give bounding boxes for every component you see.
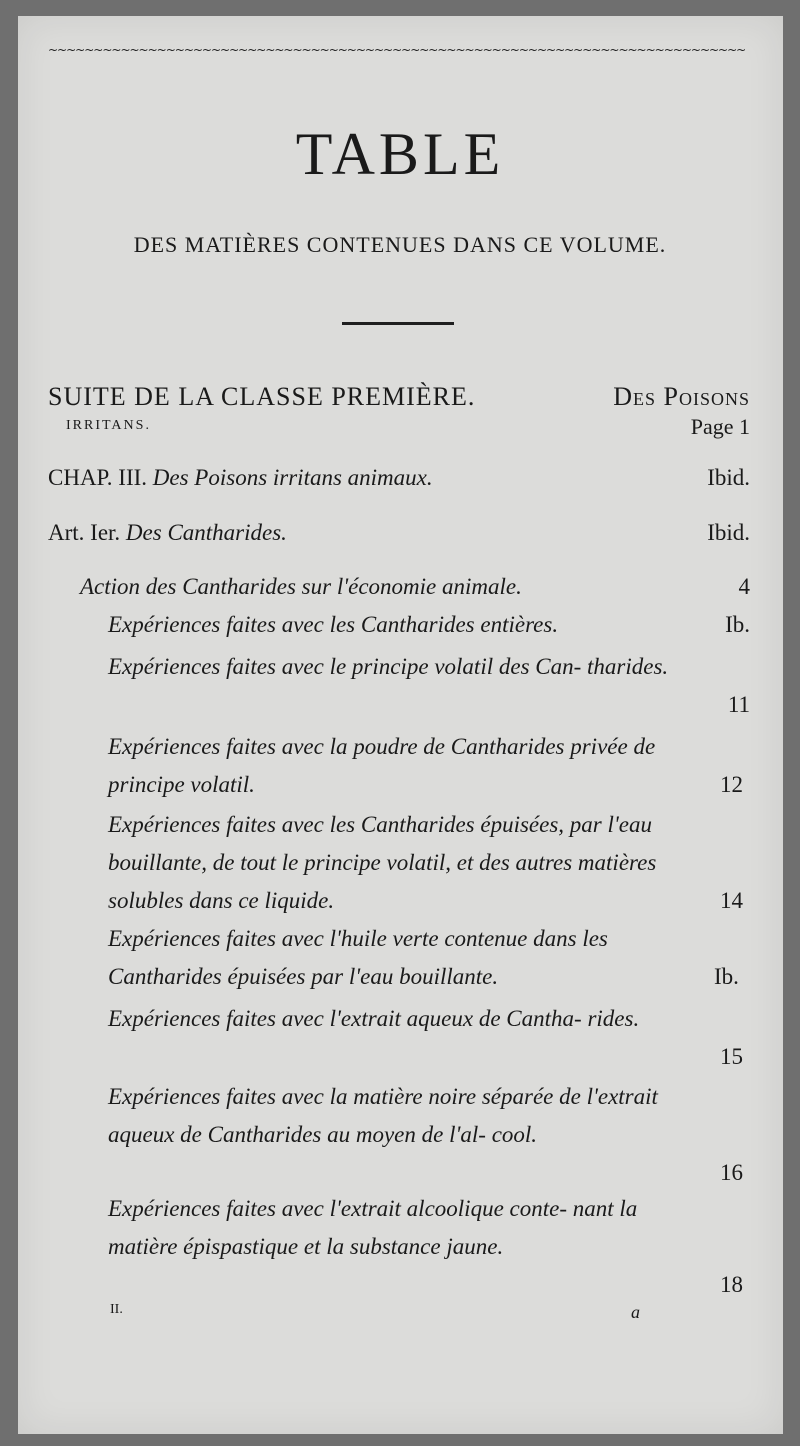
section-heading (48, 382, 750, 412)
gathering-mark: a (631, 1302, 640, 1322)
toc-entry-page: 18 (720, 1272, 743, 1297)
article-text: Des Cantharides. (125, 520, 287, 545)
toc-entry-text: Expériences faites avec l'huile verte contenue dans les Cantharides épuisées par l'eau bouillante. (108, 926, 608, 989)
toc-entry (108, 920, 739, 996)
toc-entry-text: Expériences faites avec l'extrait alcoolique conte- nant la matière épispastique et la substance jaune. (108, 1196, 638, 1259)
toc-entry-page: 16 (720, 1160, 743, 1185)
section-label: SUITE DE LA CLASSE PREMIÈRE. (48, 382, 476, 411)
toc-entry (108, 728, 743, 804)
section-label-right: Des Poisons (613, 382, 750, 411)
toc-entry (80, 568, 750, 606)
toc-entry-page: 11 (727, 692, 750, 717)
toc-entry-text: Action des Cantharides sur l'économie animale. (80, 574, 522, 599)
toc-entry (108, 1078, 743, 1185)
toc-entry-page: 4 (738, 574, 750, 599)
toc-entry (108, 806, 743, 920)
article-page: Ibid. (707, 520, 750, 545)
chapter-row (48, 465, 750, 491)
toc-entry (108, 648, 750, 717)
toc-entry-text: Expériences faites avec la poudre de Cantharides privée de principe volatil. (108, 734, 656, 797)
toc-entry-page: Ib. (725, 612, 750, 637)
section-subheading-label: IRRITANS. (66, 418, 151, 433)
chapter-text: Des Poisons irritans animaux. (152, 465, 433, 490)
chapter-label: CHAP. III. (48, 465, 148, 490)
section-subheading (66, 414, 750, 439)
toc-entry-page: 15 (720, 1044, 743, 1069)
section-page: Page 1 (690, 414, 750, 439)
toc-entry (108, 1000, 743, 1069)
signature-mark: II. (110, 1302, 123, 1317)
toc-entry-page: Ib. (714, 964, 739, 989)
page-subtitle: DES MATIÈRES CONTENUES DANS CE VOLUME. (133, 232, 667, 257)
page-title: TABLE (295, 121, 505, 187)
toc-entry-page: 14 (720, 888, 743, 913)
toc-entry-text: Expériences faites avec le principe volatil des Can- tharides. (108, 654, 669, 679)
divider-rule (342, 322, 454, 325)
ornament-border: ~~~~~~~~~~~~~~~~~~~~~~~~~~~~~~~~~~~~~~~~~~~~~~~~~~~~~~~~~~~~~~~~~~~~~~~~~~~~~ (48, 44, 746, 56)
toc-entry-text: Expériences faites avec l'extrait aqueux de Cantha- rides. (108, 1006, 640, 1031)
page-footer (110, 1302, 640, 1322)
chapter-page: Ibid. (707, 465, 750, 490)
toc-entry-text: Expériences faites avec la matière noire séparée de l'extrait aqueux de Cantharides au moyen de l'al- cool. (108, 1084, 658, 1147)
toc-entry-text: Expériences faites avec les Cantharides épuisées, par l'eau bouillante, de tout le principe volatil, et des autres matières solubles dans ce liquide. (108, 812, 657, 913)
toc-entry (108, 1190, 743, 1297)
article-label: Art. Ier. (48, 520, 121, 545)
article-row (48, 520, 750, 546)
toc-entry-text: Expériences faites avec les Cantharides entières. (108, 612, 559, 637)
toc-entry (108, 606, 750, 644)
toc-entry-page: 12 (720, 772, 743, 797)
